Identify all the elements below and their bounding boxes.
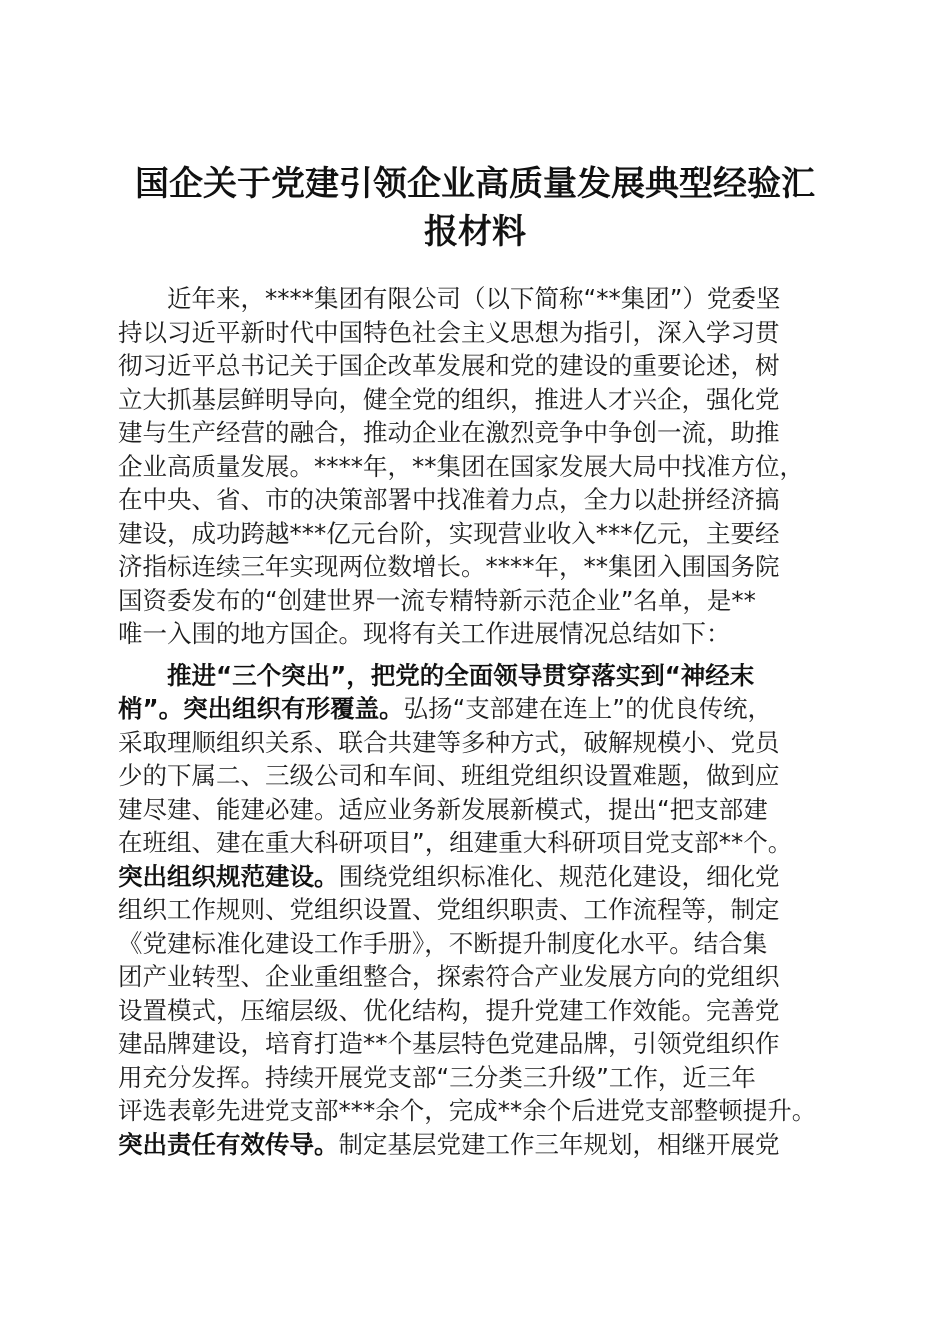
text-line: 唯一入围的地方国企。现将有关工作进展情况总结如下： [118,619,731,648]
section-heading-line: 推进“三个突出”，把党的全面领导贯穿落实到“神经末 [118,660,755,690]
paragraph-intro [118,282,838,651]
text-line: 济指标连续三年实现两位数增长。****年，**集团入围国务院 [118,552,780,581]
text-run: 围绕党组织标准化、规范化建设，细化党 [338,861,780,891]
text-line: 建与生产经营的融合，推动企业在激烈竞争中争创一流，助推 [118,418,780,447]
bold-heading: 梢”。突出组织有形覆盖。 [118,694,404,723]
title-line-2: 报材料 [424,212,526,252]
text-line: 建设，成功跨越***亿元台阶，实现营业收入***亿元，主要经 [118,518,780,548]
text-line: 国资委发布的“创建世界一流专精特新示范企业”名单，是** [118,585,756,615]
bold-heading: 突出责任有效传导。 [118,1129,339,1159]
text-line: 立大抓基层鲜明导向，健全党的组织，推进人才兴企，强化党 [118,384,780,414]
text-line: 企业高质量发展。****年，**集团在国家发展大局中找准方位， [118,451,804,481]
text-run: 弘扬“支部建在连上”的优良传统， [403,694,772,723]
paragraph-three-highlights [118,659,838,1162]
text-run: 制定基层党建工作三年规划，相继开展党 [338,1129,780,1159]
text-line: 建品牌建设，培育打造**个基层特色党建品牌，引领党组织作 [118,1029,780,1058]
text-line: 少的下属二、三级公司和车间、班组党组织设置难题，做到应 [118,761,780,790]
text-line: 用充分发挥。持续开展党支部“三分类三升级”工作，近三年 [118,1062,756,1092]
text-line: 《党建标准化建设工作手册》，不断提升制度化水平。结合集 [118,928,768,958]
text-line: 建尽建、能建必建。适应业务新发展新模式，提出“把支部建 [118,794,768,824]
text-line: 设置模式，压缩层级、优化结构，提升党建工作效能。完善党 [118,995,780,1025]
document-title [100,160,850,256]
title-line-1: 国企关于党建引领企业高质量发展典型经验汇 [135,164,815,204]
text-line: 采取理顺组织关系、联合共建等多种方式，破解规模小、党员 [118,727,780,757]
text-line: 团产业转型、企业重组整合，探索符合产业发展方向的党组织 [118,962,780,991]
text-line: 近年来，****集团有限公司（以下简称“**集团”）党委坚 [118,284,781,313]
text-line [118,692,838,726]
text-line: 在班组、建在重大科研项目”，组建重大科研项目党支部**个。 [118,828,793,857]
text-line [118,860,838,894]
text-line: 彻习近平总书记关于国企改革发展和党的建设的重要论述，树 [118,351,780,380]
text-line: 组织工作规则、党组织设置、党组织职责、工作流程等，制定 [118,895,780,924]
text-line: 评选表彰先进党支部***余个，完成**余个后进党支部整顿提升。 [118,1096,817,1125]
text-line: 持以习近平新时代中国特色社会主义思想为指引，深入学习贯 [118,317,780,347]
bold-heading: 突出组织规范建设。 [118,861,339,891]
paragraph-spacer [118,651,838,659]
text-line [118,1128,838,1162]
document-body [118,282,838,1161]
text-line: 在中央、省、市的决策部署中找准着力点，全力以赴拼经济搞 [118,485,780,514]
